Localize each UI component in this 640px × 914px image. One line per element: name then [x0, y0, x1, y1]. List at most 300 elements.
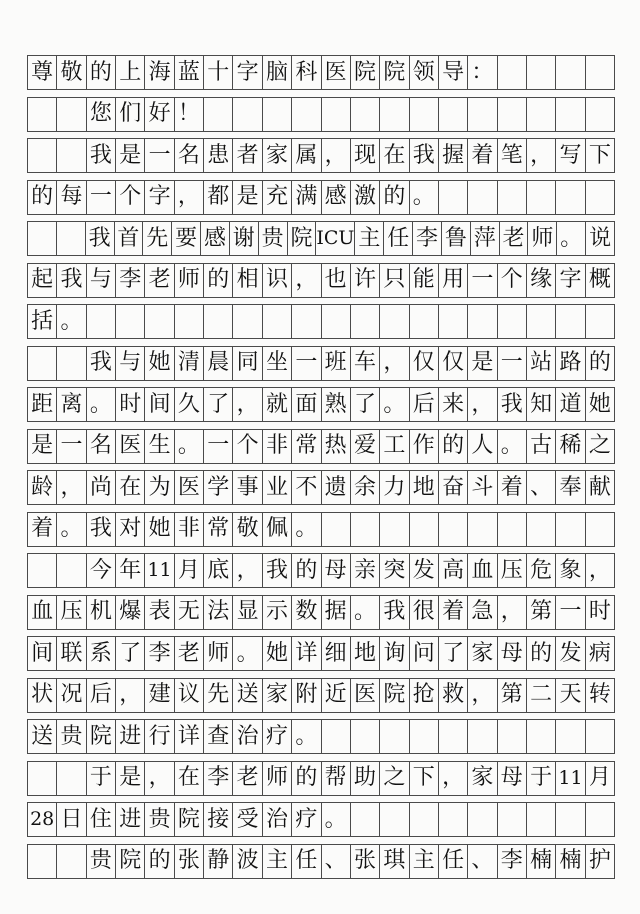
grid-cell: 家 [263, 139, 292, 172]
grid-cell: 据 [322, 596, 351, 629]
grid-cell: ICU [316, 222, 355, 255]
grid-cell [233, 98, 262, 131]
grid-cell: 车 [351, 347, 380, 380]
grid-cell: 奉 [556, 471, 585, 504]
grid-cell [498, 305, 527, 338]
grid-cell: 一 [556, 596, 585, 629]
grid-cell: 年 [116, 554, 145, 587]
grid-cell: 医 [175, 471, 204, 504]
grid-cell: 贵 [87, 845, 116, 878]
grid-cell: 李 [116, 264, 145, 297]
grid-cell: 鲁 [442, 222, 471, 255]
grid-cell: 事 [233, 471, 262, 504]
letter-line [27, 429, 615, 464]
grid-cell: 议 [175, 679, 204, 712]
grid-cell: 奋 [439, 471, 468, 504]
grid-cell: 字 [145, 181, 174, 214]
letter-line [27, 346, 615, 381]
grid-cell [322, 720, 351, 753]
grid-cell: 院 [380, 679, 409, 712]
grid-cell: 她 [586, 388, 615, 421]
grid-cell: 也 [322, 264, 351, 297]
grid-cell: ， [439, 762, 468, 795]
grid-cell: 久 [175, 388, 204, 421]
grid-cell: 了 [439, 637, 468, 670]
grid-cell: 之 [586, 430, 615, 463]
grid-cell [586, 181, 615, 214]
grid-cell [57, 347, 86, 380]
grid-cell [380, 720, 409, 753]
grid-cell: 晨 [204, 347, 233, 380]
grid-cell: 上 [116, 56, 145, 89]
grid-cell [351, 305, 380, 338]
grid-cell: 老 [233, 762, 262, 795]
grid-cell: 。 [292, 513, 321, 546]
grid-cell [351, 803, 380, 836]
grid-cell: 查 [204, 720, 233, 753]
grid-cell: 一 [498, 347, 527, 380]
grid-cell: 科 [292, 56, 321, 89]
grid-cell [556, 181, 585, 214]
grid-cell: 概 [586, 264, 615, 297]
grid-cell: 的 [145, 845, 174, 878]
grid-cell: 领 [410, 56, 439, 89]
grid-cell: 象 [556, 554, 585, 587]
grid-cell [87, 305, 116, 338]
grid-cell: 护 [586, 845, 615, 878]
grid-cell: 笔 [498, 139, 527, 172]
grid-cell [468, 181, 497, 214]
grid-cell: 爆 [116, 596, 145, 629]
grid-cell: 爱 [351, 430, 380, 463]
grid-cell: 萍 [471, 222, 500, 255]
grid-cell: 您 [87, 98, 116, 131]
letter-line [27, 470, 615, 505]
grid-cell: 我 [410, 139, 439, 172]
grid-cell: 。 [233, 637, 262, 670]
grid-cell: 了 [351, 388, 380, 421]
grid-cell: 尚 [87, 471, 116, 504]
grid-cell: 院 [175, 803, 204, 836]
grid-cell: 抢 [410, 679, 439, 712]
grid-cell: 接 [204, 803, 233, 836]
grid-cell: 母 [498, 762, 527, 795]
grid-cell: 老 [145, 264, 174, 297]
grid-cell: 亲 [351, 554, 380, 587]
grid-cell: 转 [586, 679, 615, 712]
grid-cell: 地 [351, 637, 380, 670]
grid-cell: 名 [87, 430, 116, 463]
letter-line [27, 636, 615, 671]
grid-cell: 。 [557, 222, 586, 255]
grid-cell: 与 [87, 264, 116, 297]
grid-cell: 名 [175, 139, 204, 172]
grid-cell: 的 [28, 181, 57, 214]
grid-cell: 压 [57, 596, 86, 629]
grid-cell: 首 [115, 222, 144, 255]
grid-cell: 贵 [57, 720, 86, 753]
grid-cell: 送 [28, 720, 57, 753]
grid-cell: 的 [586, 347, 615, 380]
grid-cell: 个 [116, 181, 145, 214]
grid-cell [116, 305, 145, 338]
grid-cell: 询 [380, 637, 409, 670]
grid-cell: 者 [233, 139, 262, 172]
grid-cell: 发 [410, 554, 439, 587]
grid-cell: 是 [468, 347, 497, 380]
grid-cell [410, 513, 439, 546]
letter-line [27, 512, 615, 547]
grid-cell [498, 56, 527, 89]
grid-cell: 进 [116, 720, 145, 753]
grid-cell: 十 [204, 56, 233, 89]
grid-cell: 握 [439, 139, 468, 172]
grid-cell: 路 [556, 347, 585, 380]
grid-cell: 表 [145, 596, 174, 629]
grid-cell: 的 [204, 264, 233, 297]
grid-cell [175, 305, 204, 338]
grid-cell [57, 98, 86, 131]
grid-cell [468, 803, 497, 836]
grid-cell: 。 [87, 388, 116, 421]
grid-cell: 说 [586, 222, 615, 255]
grid-cell [292, 98, 321, 131]
grid-cell: ， [233, 388, 262, 421]
grid-cell [527, 513, 556, 546]
grid-cell [204, 98, 233, 131]
grid-cell [57, 845, 86, 878]
grid-cell: 热 [322, 430, 351, 463]
grid-cell: 蓝 [175, 56, 204, 89]
grid-cell: 间 [28, 637, 57, 670]
grid-cell: 况 [57, 679, 86, 712]
grid-cell: 住 [87, 803, 116, 836]
grid-cell: 急 [468, 596, 497, 629]
grid-cell [380, 98, 409, 131]
grid-cell [468, 513, 497, 546]
grid-cell: 字 [233, 56, 262, 89]
grid-cell: 人 [468, 430, 497, 463]
grid-cell [28, 845, 57, 878]
grid-cell: 月 [586, 762, 615, 795]
letter-line [27, 719, 615, 754]
grid-cell [28, 762, 57, 795]
grid-cell: 底 [204, 554, 233, 587]
grid-cell: 家 [468, 762, 497, 795]
grid-cell: 起 [28, 264, 57, 297]
grid-cell: ！ [175, 98, 204, 131]
grid-cell: 于 [527, 762, 556, 795]
grid-cell [57, 222, 86, 255]
grid-cell [380, 803, 409, 836]
grid-cell: 仅 [439, 347, 468, 380]
grid-cell: 我 [498, 388, 527, 421]
grid-cell [439, 720, 468, 753]
grid-cell: 疗 [263, 720, 292, 753]
grid-cell: 写 [556, 139, 585, 172]
grid-cell: 我 [87, 347, 116, 380]
letter-line [27, 761, 615, 796]
grid-cell: 、 [527, 471, 556, 504]
grid-cell: 属 [292, 139, 321, 172]
grid-cell: 满 [292, 181, 321, 214]
grid-cell: 的 [527, 637, 556, 670]
grid-cell: 联 [57, 637, 86, 670]
grid-cell: 一 [292, 347, 321, 380]
grid-cell: 危 [527, 554, 556, 587]
grid-cell: 静 [204, 845, 233, 878]
grid-cell [57, 139, 86, 172]
grid-cell: 11 [145, 554, 174, 587]
grid-cell: 李 [498, 845, 527, 878]
grid-cell: 后 [410, 388, 439, 421]
grid-cell: 发 [556, 637, 585, 670]
grid-cell [527, 56, 556, 89]
grid-cell: 字 [556, 264, 585, 297]
grid-cell: 了 [204, 388, 233, 421]
grid-cell [380, 305, 409, 338]
grid-cell: 面 [292, 388, 321, 421]
grid-cell: 详 [292, 637, 321, 670]
grid-cell [556, 803, 585, 836]
grid-cell: ， [527, 139, 556, 172]
letter-line [27, 97, 615, 132]
grid-cell: 医 [351, 679, 380, 712]
grid-cell: ， [57, 471, 86, 504]
grid-cell: 为 [145, 471, 174, 504]
grid-cell: 识 [263, 264, 292, 297]
grid-cell [233, 305, 262, 338]
letter-line [27, 138, 615, 173]
letter-line [27, 802, 615, 837]
grid-cell: 。 [498, 430, 527, 463]
grid-cell [468, 305, 497, 338]
letter-line [27, 304, 615, 339]
grid-cell [57, 762, 86, 795]
grid-cell [498, 803, 527, 836]
grid-cell: 距 [28, 388, 57, 421]
grid-cell: 于 [87, 762, 116, 795]
grid-cell: 一 [468, 264, 497, 297]
grid-cell: 海 [145, 56, 174, 89]
grid-cell: 受 [233, 803, 262, 836]
grid-cell: 古 [527, 430, 556, 463]
grid-cell: ， [380, 347, 409, 380]
grid-cell: 系 [87, 637, 116, 670]
grid-cell: 在 [116, 471, 145, 504]
grid-cell: 着 [498, 471, 527, 504]
grid-cell: 月 [175, 554, 204, 587]
grid-cell: 佩 [263, 513, 292, 546]
grid-cell: 离 [57, 388, 86, 421]
grid-cell: 个 [233, 430, 262, 463]
grid-cell: 我 [263, 554, 292, 587]
grid-cell: 好 [145, 98, 174, 131]
grid-cell: 许 [351, 264, 380, 297]
grid-cell: 缘 [527, 264, 556, 297]
grid-cell: 详 [175, 720, 204, 753]
grid-cell: 谢 [230, 222, 259, 255]
grid-cell [204, 305, 233, 338]
grid-cell: 就 [263, 388, 292, 421]
letter-line [27, 55, 615, 90]
grid-cell: 。 [322, 803, 351, 836]
grid-cell [468, 720, 497, 753]
grid-cell: 余 [351, 471, 380, 504]
grid-cell: 母 [498, 637, 527, 670]
grid-cell: 的 [292, 554, 321, 587]
grid-cell [527, 98, 556, 131]
grid-cell: 来 [439, 388, 468, 421]
grid-cell [28, 554, 57, 587]
grid-cell: 坐 [263, 347, 292, 380]
grid-cell [263, 305, 292, 338]
letter-line [27, 263, 615, 298]
grid-cell [28, 222, 57, 255]
grid-cell: 是 [233, 181, 262, 214]
grid-cell: 。 [410, 181, 439, 214]
grid-cell: 遗 [322, 471, 351, 504]
grid-cell: 血 [28, 596, 57, 629]
grid-cell: 间 [145, 388, 174, 421]
grid-cell [527, 803, 556, 836]
grid-cell: 着 [439, 596, 468, 629]
grid-cell [586, 803, 615, 836]
grid-cell [586, 513, 615, 546]
grid-cell: 。 [175, 430, 204, 463]
grid-cell [439, 181, 468, 214]
grid-cell: 她 [145, 347, 174, 380]
grid-cell: ： [468, 56, 497, 89]
grid-cell: 龄 [28, 471, 57, 504]
grid-cell: 同 [233, 347, 262, 380]
grid-cell: 感 [322, 181, 351, 214]
grid-cell [586, 56, 615, 89]
grid-cell: 主 [410, 845, 439, 878]
grid-cell: 业 [263, 471, 292, 504]
grid-cell: 尊 [28, 56, 57, 89]
grid-cell [586, 720, 615, 753]
grid-cell: 、 [322, 845, 351, 878]
grid-cell: 后 [87, 679, 116, 712]
grid-cell: 压 [498, 554, 527, 587]
grid-cell: 血 [468, 554, 497, 587]
grid-cell: 下 [586, 139, 615, 172]
grid-cell: 是 [28, 430, 57, 463]
grid-cell: 院 [351, 56, 380, 89]
grid-cell [439, 305, 468, 338]
grid-cell: ， [468, 388, 497, 421]
grid-cell [28, 347, 57, 380]
grid-cell: 突 [380, 554, 409, 587]
grid-cell: 附 [292, 679, 321, 712]
grid-cell: 助 [351, 762, 380, 795]
grid-cell: 二 [527, 679, 556, 712]
grid-cell: 高 [439, 554, 468, 587]
grid-cell: 常 [204, 513, 233, 546]
grid-cell: 稀 [556, 430, 585, 463]
grid-cell: 的 [380, 181, 409, 214]
grid-cell: ， [468, 679, 497, 712]
grid-cell: 我 [87, 513, 116, 546]
grid-cell: 的 [87, 56, 116, 89]
grid-cell: 任 [384, 222, 413, 255]
grid-cell: 李 [204, 762, 233, 795]
grid-cell: 着 [28, 513, 57, 546]
grid-cell: ， [586, 554, 615, 587]
grid-cell: 我 [57, 264, 86, 297]
grid-cell: 用 [439, 264, 468, 297]
grid-cell: 楠 [527, 845, 556, 878]
grid-cell: 贵 [259, 222, 288, 255]
grid-cell: 波 [233, 845, 262, 878]
grid-cell: 。 [351, 596, 380, 629]
grid-cell: 一 [87, 181, 116, 214]
grid-cell: 任 [292, 845, 321, 878]
grid-cell: 她 [263, 637, 292, 670]
grid-cell: 送 [233, 679, 262, 712]
grid-cell: 医 [116, 430, 145, 463]
grid-cell [322, 513, 351, 546]
grid-cell: 师 [263, 762, 292, 795]
grid-cell: ， [322, 139, 351, 172]
letter-line [27, 387, 615, 422]
grid-cell: 医 [322, 56, 351, 89]
grid-cell: 我 [86, 222, 115, 255]
grid-cell: 班 [322, 347, 351, 380]
grid-cell: 我 [87, 139, 116, 172]
grid-cell: 导 [439, 56, 468, 89]
grid-cell: 天 [556, 679, 585, 712]
grid-cell: 任 [439, 845, 468, 878]
grid-cell: 能 [410, 264, 439, 297]
grid-cell: 行 [145, 720, 174, 753]
grid-cell: 细 [322, 637, 351, 670]
grid-cell [556, 98, 585, 131]
grid-cell: 治 [233, 720, 262, 753]
grid-cell: 一 [145, 139, 174, 172]
grid-cell [351, 720, 380, 753]
grid-cell [556, 720, 585, 753]
grid-cell: 常 [292, 430, 321, 463]
grid-cell: 无 [175, 596, 204, 629]
grid-cell: 脑 [263, 56, 292, 89]
grid-cell: 院 [380, 56, 409, 89]
grid-cell: 状 [28, 679, 57, 712]
grid-cell: 师 [175, 264, 204, 297]
grid-cell: 每 [57, 181, 86, 214]
letter-line [27, 180, 615, 215]
grid-cell [468, 98, 497, 131]
grid-cell: 显 [233, 596, 262, 629]
grid-cell: 今 [87, 554, 116, 587]
grid-cell: 法 [204, 596, 233, 629]
grid-cell: 在 [175, 762, 204, 795]
grid-cell: 贵 [145, 803, 174, 836]
grid-cell [439, 803, 468, 836]
grid-cell [410, 803, 439, 836]
grid-cell: 一 [57, 430, 86, 463]
grid-cell [498, 98, 527, 131]
grid-cell: 现 [351, 139, 380, 172]
grid-cell: ， [292, 264, 321, 297]
grid-cell: ， [498, 596, 527, 629]
grid-cell: 日 [57, 803, 86, 836]
grid-cell: 是 [116, 762, 145, 795]
grid-cell: 主 [263, 845, 292, 878]
grid-cell: 。 [292, 720, 321, 753]
grid-cell: 数 [292, 596, 321, 629]
